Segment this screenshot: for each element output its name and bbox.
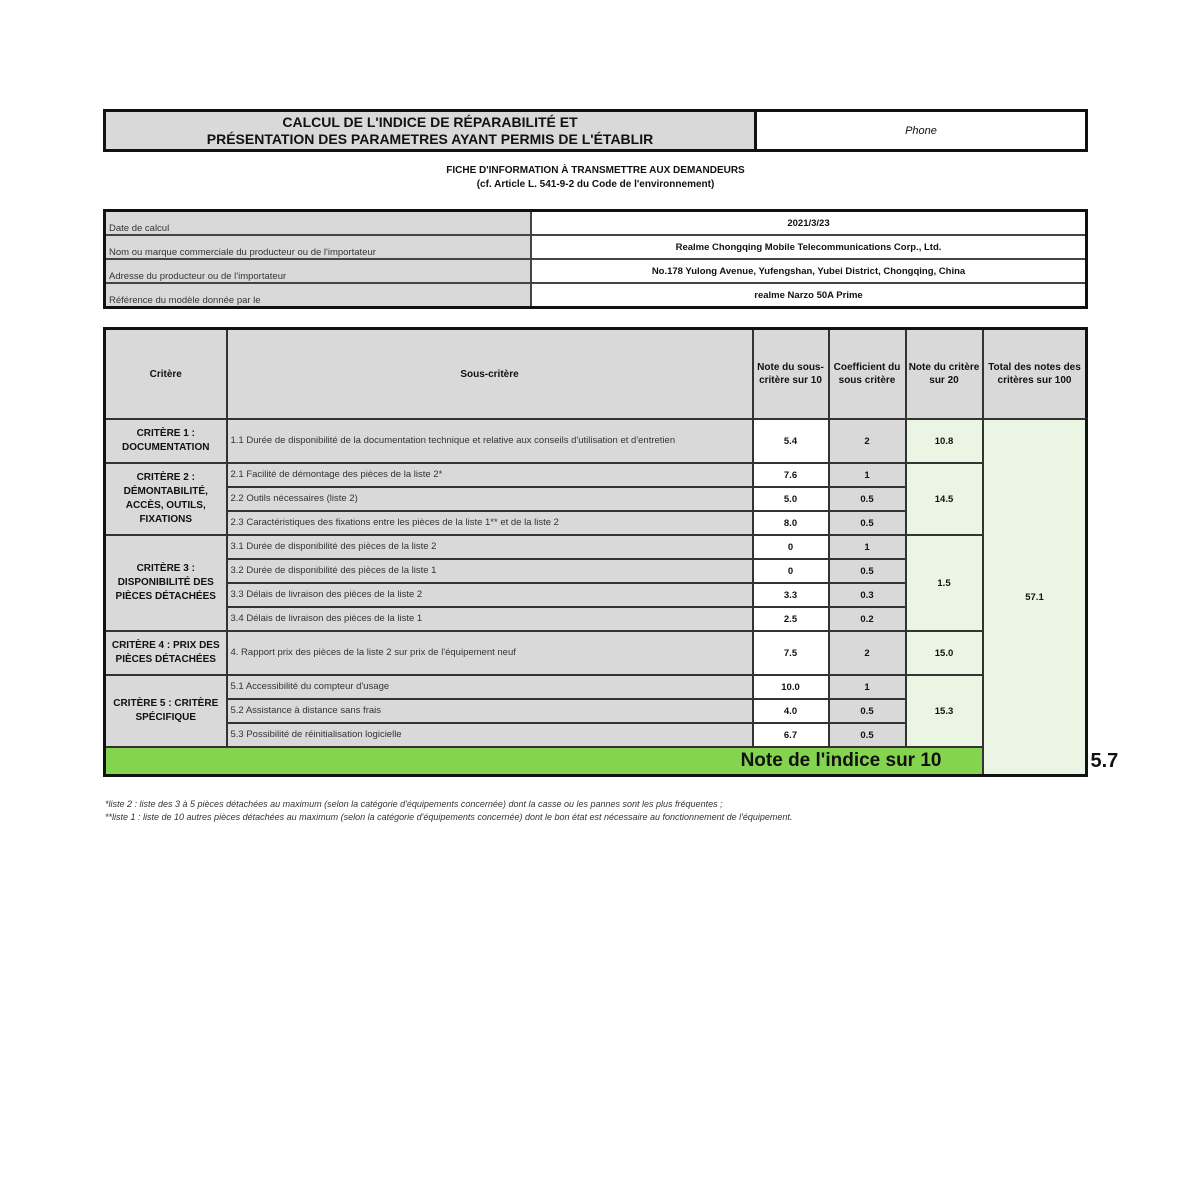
info-row-model	[105, 283, 1087, 308]
info-label: Adresse du producteur ou de l'importateur	[105, 259, 532, 283]
subcriterion-coef: 0.2	[829, 607, 906, 631]
subcriterion-note: 8.0	[753, 511, 829, 535]
criterion-name: CRITÈRE 3 : DISPONIBILITÉ DES PIÈCES DÉTACHÉES	[105, 535, 227, 631]
info-label: Date de calcul	[105, 211, 532, 236]
header-note-sous: Note du sous-critère sur 10	[753, 329, 829, 420]
info-value: Realme Chongqing Mobile Telecommunications Corp., Ltd.	[531, 235, 1087, 259]
info-value: 2021/3/23	[531, 211, 1087, 236]
criterion-score: 14.5	[906, 463, 983, 535]
subcriterion-label: 2.3 Caractéristiques des fixations entre les pièces de la liste 1** et de la liste 2	[227, 511, 753, 535]
table-row	[105, 675, 1087, 699]
subcriterion-note: 6.7	[753, 723, 829, 747]
subtitle-line-1: FICHE D'INFORMATION À TRANSMETTRE AUX DEMANDEURS	[446, 165, 745, 176]
criterion-name: CRITÈRE 2 : DÉMONTABILITÉ, ACCÈS, OUTILS, FIXATIONS	[105, 463, 227, 535]
subcriterion-coef: 2	[829, 631, 906, 675]
info-row-address	[105, 259, 1087, 283]
subcriterion-label: 2.1 Facilité de démontage des pièces de la liste 2*	[227, 463, 753, 487]
criterion-name: CRITÈRE 4 : PRIX DES PIÈCES DÉTACHÉES	[105, 631, 227, 675]
subcriterion-coef: 0.5	[829, 559, 906, 583]
info-row-producer	[105, 235, 1087, 259]
criterion-score: 10.8	[906, 419, 983, 463]
criterion-score: 15.3	[906, 675, 983, 747]
criterion-name: CRITÈRE 5 : CRITÈRE SPÉCIFIQUE	[105, 675, 227, 747]
subcriterion-label: 1.1 Durée de disponibilité de la documentation technique et relative aux conseils d'utilisation et d'entretien	[227, 419, 753, 463]
subcriterion-coef: 1	[829, 463, 906, 487]
info-label: Référence du modèle donnée par le	[105, 283, 532, 308]
footnotes	[105, 798, 1095, 824]
subcriterion-note: 3.3	[753, 583, 829, 607]
total-score: 57.1	[983, 419, 1087, 776]
subcriterion-label: 4. Rapport prix des pièces de la liste 2 sur prix de l'équipement neuf	[227, 631, 753, 675]
subcriterion-note: 4.0	[753, 699, 829, 723]
title-line-1: CALCUL DE L'INDICE DE RÉPARABILITÉ ET	[282, 113, 578, 130]
info-label: Nom ou marque commerciale du producteur ou de l'importateur	[105, 235, 532, 259]
subcriterion-note: 5.0	[753, 487, 829, 511]
criterion-score: 15.0	[906, 631, 983, 675]
subcriterion-label: 5.3 Possibilité de réinitialisation logicielle	[227, 723, 753, 747]
device-type: Phone	[905, 124, 937, 137]
subcriterion-coef: 1	[829, 675, 906, 699]
subcriterion-label: 5.2 Assistance à distance sans frais	[227, 699, 753, 723]
subcriterion-coef: 0.5	[829, 487, 906, 511]
title-line-2: PRÉSENTATION DES PARAMETRES AYANT PERMIS DE L'ÉTABLIR	[206, 130, 654, 147]
header-critere: Critère	[105, 329, 227, 420]
table-row	[105, 463, 1087, 487]
subtitle	[103, 164, 1088, 192]
table-row	[105, 535, 1087, 559]
criteria-table	[103, 327, 1119, 777]
final-score-row: Note de l'indice sur 10 5.7	[105, 747, 1087, 776]
header-sous-critere: Sous-critère	[227, 329, 753, 420]
subtitle-line-2: (cf. Article L. 541-9-2 du Code de l'environnement)	[476, 179, 715, 190]
subcriterion-label: 3.3 Délais de livraison des pièces de la liste 2	[227, 583, 753, 607]
subcriterion-note: 7.6	[753, 463, 829, 487]
criterion-score: 1.5	[906, 535, 983, 631]
footnote-2: **liste 1 : liste de 10 autres pièces détachées au maximum (selon la catégorie d'équipements concernée) dont le bon état est nécessaire au fonctionnement de l'équipement.	[105, 812, 793, 822]
subcriterion-label: 3.2 Durée de disponibilité des pièces de la liste 1	[227, 559, 753, 583]
footnote-1: *liste 2 : liste des 3 à 5 pièces détachées au maximum (selon la catégorie d'équipements concernée) dont la casse ou les pannes sont les plus fréquentes ;	[105, 799, 723, 809]
header-coefficient: Coefficient du sous critère	[829, 329, 906, 420]
header-box	[103, 109, 1088, 152]
subcriterion-label: 3.1 Durée de disponibilité des pièces de la liste 2	[227, 535, 753, 559]
subcriterion-coef: 0.5	[829, 511, 906, 535]
subcriterion-coef: 0.5	[829, 699, 906, 723]
subcriterion-coef: 1	[829, 535, 906, 559]
subcriterion-note: 5.4	[753, 419, 829, 463]
subcriterion-label: 2.2 Outils nécessaires (liste 2)	[227, 487, 753, 511]
subcriterion-coef: 2	[829, 419, 906, 463]
header-total: Total des notes des critères sur 100	[983, 329, 1087, 420]
info-value: No.178 Yulong Avenue, Yufengshan, Yubei District, Chongqing, China	[531, 259, 1087, 283]
document-title	[106, 112, 757, 149]
subcriterion-coef: 0.5	[829, 723, 906, 747]
subcriterion-note: 2.5	[753, 607, 829, 631]
criterion-name: CRITÈRE 1 : DOCUMENTATION	[105, 419, 227, 463]
subcriterion-note: 10.0	[753, 675, 829, 699]
final-score-label: Note de l'indice sur 10	[105, 747, 983, 776]
header-note-critere: Note du critère sur 20	[906, 329, 983, 420]
table-row	[105, 631, 1087, 675]
table-row	[105, 419, 1087, 463]
subcriterion-coef: 0.3	[829, 583, 906, 607]
info-table	[103, 209, 1088, 309]
subcriterion-label: 3.4 Délais de livraison des pièces de la liste 1	[227, 607, 753, 631]
info-row-date	[105, 211, 1087, 236]
subcriterion-note: 0	[753, 559, 829, 583]
subcriterion-label: 5.1 Accessibilité du compteur d'usage	[227, 675, 753, 699]
subcriterion-note: 0	[753, 535, 829, 559]
subcriterion-note: 7.5	[753, 631, 829, 675]
table-header-row	[105, 329, 1087, 420]
info-value: realme Narzo 50A Prime	[531, 283, 1087, 308]
